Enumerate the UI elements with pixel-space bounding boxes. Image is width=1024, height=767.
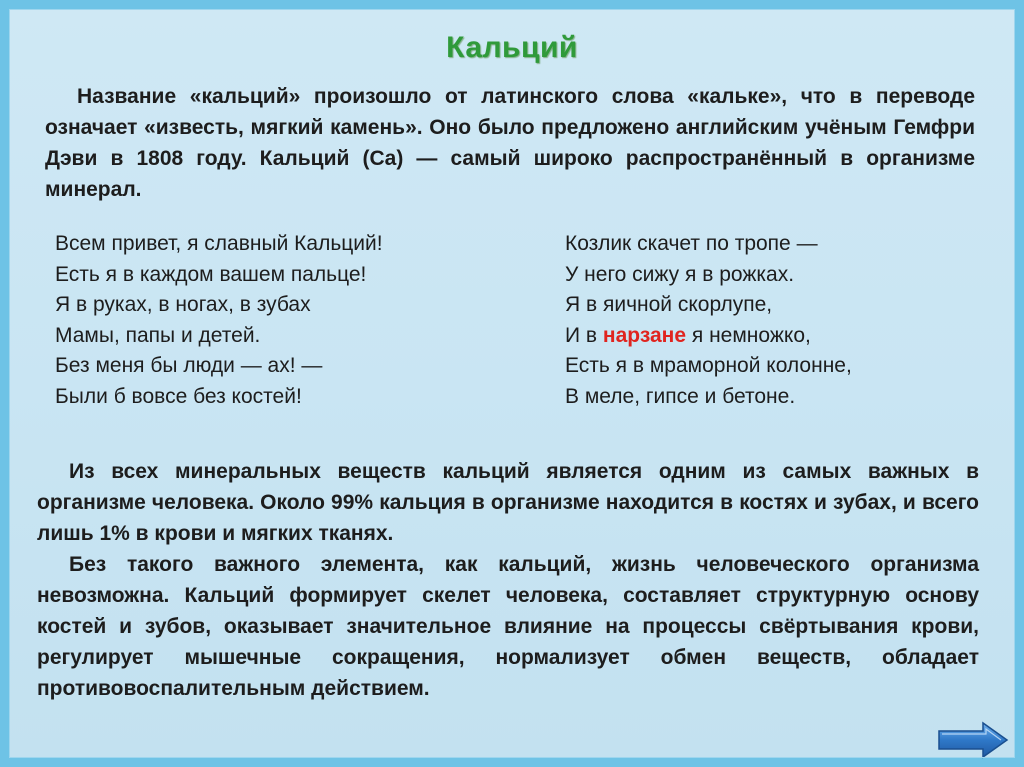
poem-line: Я в руках, в ногах, в зубах (55, 293, 311, 316)
poem-line: Всем привет, я славный Кальций! (55, 232, 383, 255)
poem-line: Я в яичной скорлупе, (565, 293, 773, 316)
slide-title: Кальций (446, 31, 578, 64)
poem-left-column (55, 229, 383, 412)
poem-line: Козлик скачет по тропе — (565, 232, 818, 255)
poem-line: У него сижу я в рожках. (565, 262, 795, 286)
poem-right-column (565, 229, 852, 412)
poem-line-prefix: И в (565, 323, 603, 347)
poem-line: Мамы, папы и детей. (55, 323, 261, 347)
poem-line-highlight (565, 321, 852, 352)
body-paragraph-2: Без такого важного элемента, как кальций, жизнь человеческого организма невозможна. Кальций формирует скелет человека, составляет структурную основу костей и зубов, оказывает значительное влияние на процессы свёртывания крови, регулирует мышечные сокращения, нормализует обмен веществ, обладает противовоспалительным действием. (37, 553, 979, 700)
poem-line: Есть я в каждом вашем пальце! (55, 262, 367, 286)
next-slide-button[interactable] (937, 721, 1009, 759)
poem-line: Были б вовсе без костей! (55, 384, 302, 408)
highlight-word: нарзане (602, 323, 687, 347)
body-paragraph-1: Из всех минеральных веществ кальций является одним из самых важных в организме человека. Около 99% кальция в организме находится в костях и зубах, и всего лишь 1% в крови и мягких тканях. (37, 460, 979, 545)
intro-paragraph: Название «кальций» произошло от латинского слова «кальке», что в переводе означает «известь, мягкий камень». Оно было предложено английским учёным Гемфри Дэви в 1808 году. Кальций (Ca) — самый широко распространённый в организме минерал. (45, 85, 975, 201)
right-arrow-icon (937, 721, 1009, 759)
body-paragraphs (37, 456, 979, 704)
poem-line-suffix: я немножко, (686, 323, 811, 347)
poem-line: Есть я в мраморной колонне, (565, 354, 852, 377)
poem-line: В меле, гипсе и бетоне. (565, 384, 796, 408)
poem-line: Без меня бы люди — ах! — (55, 354, 323, 377)
